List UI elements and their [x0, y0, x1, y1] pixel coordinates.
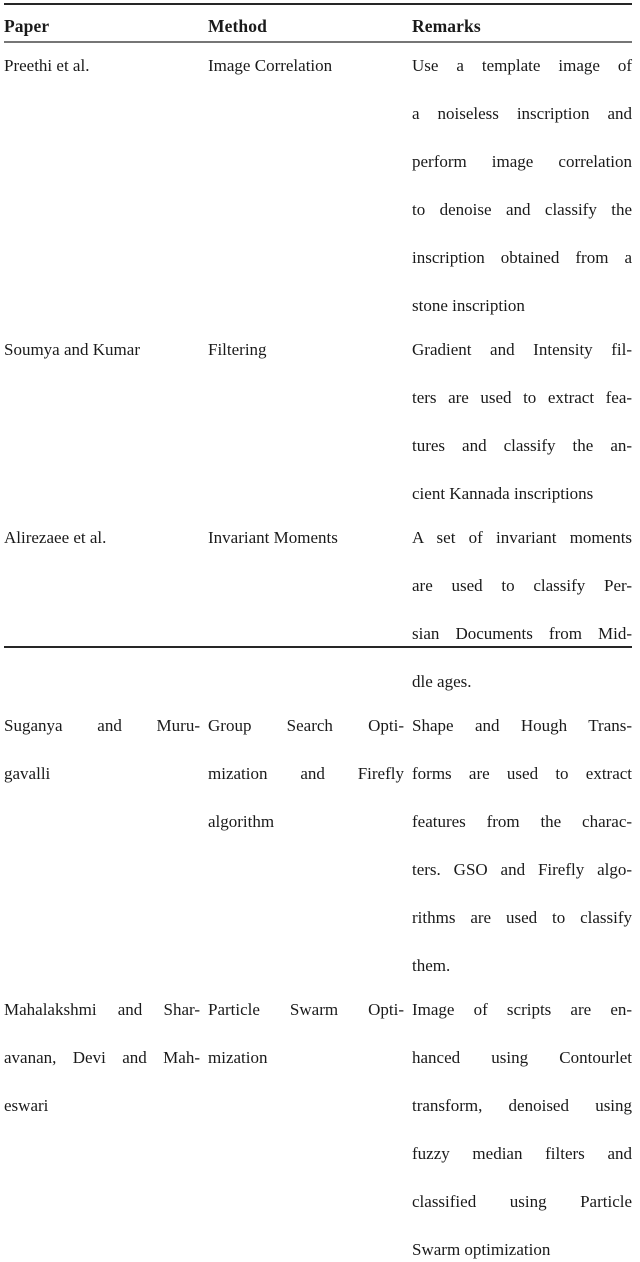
text-line: perform image correlation: [412, 152, 633, 171]
text-line: A set of invariant moments: [412, 528, 633, 547]
cell-text: [208, 526, 404, 550]
cell-text: [412, 54, 632, 318]
text-line: Soumya and Kumar: [4, 340, 140, 359]
cell-text: [208, 998, 404, 1070]
text-line: a noiseless inscription and: [412, 104, 633, 123]
cell-method: [208, 338, 412, 506]
text-line: Shape and Hough Trans-: [412, 716, 633, 735]
text-line: hanced using Contourlet: [412, 1048, 633, 1067]
cell-paper: [4, 338, 208, 506]
cell-remarks: [412, 714, 632, 978]
cell-remarks: [412, 526, 632, 694]
cell-text: [412, 714, 632, 978]
cell-paper: [4, 714, 208, 978]
text-line: tures and classify the an-: [412, 436, 633, 455]
text-line: Image Correlation: [208, 56, 333, 75]
text-line: forms are used to extract: [412, 764, 633, 783]
cell-text: [4, 998, 200, 1118]
text-line: inscription obtained from a: [412, 248, 633, 267]
column-header-paper: Paper: [4, 16, 50, 36]
cell-remarks: [412, 338, 632, 506]
text-line: features from the charac-: [412, 812, 633, 831]
cell-text: [4, 54, 200, 78]
row-gap-cell: [4, 694, 632, 714]
row-gap: [4, 506, 632, 526]
text-line: Invariant Moments: [208, 528, 338, 547]
text-line: rithms are used to classify: [412, 908, 633, 927]
text-line: fuzzy median filters and: [412, 1144, 633, 1163]
cell-text: [4, 526, 200, 550]
text-line: stone inscription: [412, 296, 525, 315]
text-line: transform, denoised using: [412, 1096, 633, 1115]
cell-text: [412, 338, 632, 506]
cell-paper: [4, 54, 208, 318]
header-spacer: [4, 0, 632, 14]
text-line: ters are used to extract fea-: [412, 388, 633, 407]
column-header-remarks: Remarks: [412, 16, 481, 36]
text-line: Mahalakshmi and Shar-: [4, 1000, 200, 1019]
cell-remarks: [412, 54, 632, 318]
table-row: [4, 338, 632, 506]
text-line: Swarm optimization: [412, 1240, 551, 1259]
cell-method: [208, 714, 412, 978]
text-line: Preethi et al.: [4, 56, 90, 75]
table-row: [4, 714, 632, 978]
text-line: mization: [208, 1048, 268, 1067]
text-line: mization and Firefly: [208, 764, 404, 783]
table-body: [4, 54, 632, 1262]
text-line: Filtering: [208, 340, 267, 359]
cell-paper: [4, 998, 208, 1262]
text-line: classified using Particle: [412, 1192, 633, 1211]
text-line: sian Documents from Mid-: [412, 624, 633, 643]
table-row: [4, 54, 632, 318]
cell-text: [208, 714, 404, 834]
text-line: avanan, Devi and Mah-: [4, 1048, 200, 1067]
text-line: dle ages.: [412, 672, 472, 691]
cell-text: [4, 338, 200, 362]
header-rule-spacer: [4, 38, 632, 54]
cell-text: [412, 998, 632, 1262]
table-row: [4, 998, 632, 1262]
table-header-row: [4, 14, 632, 38]
text-line: Suganya and Muru-: [4, 716, 200, 735]
cell-text: [208, 338, 404, 362]
text-line: to denoise and classify the: [412, 200, 633, 219]
cell-text: [4, 714, 200, 786]
cell-method: [208, 54, 412, 318]
row-gap-cell: [4, 978, 632, 998]
row-gap: [4, 318, 632, 338]
text-line: them.: [412, 956, 451, 975]
text-line: Use a template image of: [412, 56, 633, 75]
row-gap-cell: [4, 506, 632, 526]
text-line: Image of scripts are en-: [412, 1000, 633, 1019]
table-row: [4, 526, 632, 694]
text-line: Group Search Opti-: [208, 716, 404, 735]
cell-remarks: [412, 998, 632, 1262]
row-gap-cell: [4, 318, 632, 338]
cell-method: [208, 526, 412, 694]
text-line: Alirezaee et al.: [4, 528, 107, 547]
comparison-table: [4, 0, 632, 1262]
table-header: [4, 0, 632, 54]
text-line: eswari: [4, 1096, 49, 1115]
cell-method: [208, 998, 412, 1262]
row-gap: [4, 978, 632, 998]
text-line: cient Kannada inscriptions: [412, 484, 594, 503]
cell-paper: [4, 526, 208, 694]
text-line: are used to classify Per-: [412, 576, 633, 595]
text-line: Particle Swarm Opti-: [208, 1000, 404, 1019]
cell-text: [412, 526, 632, 694]
row-gap: [4, 694, 632, 714]
cell-text: [208, 54, 404, 78]
text-line: algorithm: [208, 812, 275, 831]
text-line: Gradient and Intensity fil-: [412, 340, 633, 359]
text-line: ters. GSO and Firefly algo-: [412, 860, 633, 879]
text-line: gavalli: [4, 764, 51, 783]
column-header-method: Method: [208, 16, 267, 36]
